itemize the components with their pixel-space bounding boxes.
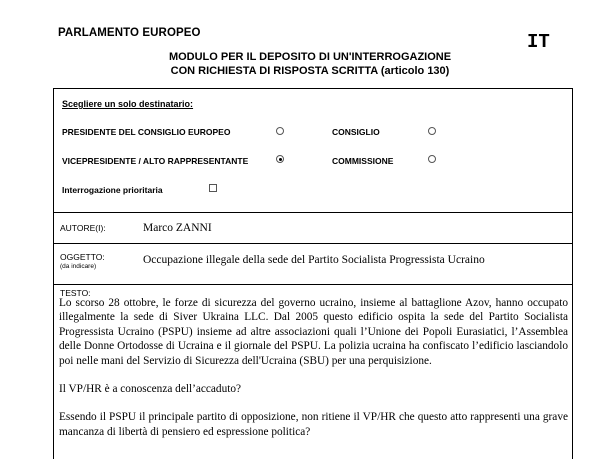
- author-row: [53, 212, 573, 244]
- option-label-council: CONSIGLIO: [332, 127, 380, 137]
- organization-name: PARLAMENTO EUROPEO: [58, 27, 201, 39]
- radio-president-european-council[interactable]: [276, 127, 284, 135]
- radio-council[interactable]: [428, 127, 436, 135]
- recipient-section: [53, 88, 573, 213]
- text-label: TESTO:: [60, 288, 91, 298]
- subject-sublabel: (da indicare): [60, 263, 97, 270]
- question-text[interactable]: [59, 296, 568, 439]
- subject-row: [53, 243, 573, 285]
- option-label-president-european-council: PRESIDENTE DEL CONSIGLIO EUROPEO: [62, 127, 231, 137]
- text-section: [53, 284, 573, 459]
- recipient-label: Scegliere un solo destinatario:: [62, 99, 194, 109]
- priority-checkbox[interactable]: [209, 184, 217, 192]
- radio-vp-hr[interactable]: [276, 155, 284, 163]
- priority-label: Interrogazione prioritaria: [62, 185, 163, 195]
- radio-commission[interactable]: [428, 155, 436, 163]
- text-paragraph-3: Essendo il PSPU il principale partito di opposizione, non ritiene il VP/HR che questo atto rappresenti una grave mancanza di libertà di pensiero ed espressione politica?: [59, 411, 568, 438]
- subject-label: OGGETTO:: [60, 252, 105, 262]
- subject-value[interactable]: Occupazione illegale della sede del Partito Socialista Progressista Ucraino: [143, 254, 485, 266]
- form-title-line-1: MODULO PER IL DEPOSITO DI UN'INTERROGAZIONE: [168, 51, 452, 63]
- form-title-line-2: CON RICHIESTA DI RISPOSTA SCRITTA (articolo 130): [170, 65, 450, 77]
- option-label-vp-hr: VICEPRESIDENTE / ALTO RAPPRESENTANTE: [62, 156, 249, 166]
- language-code: IT: [527, 31, 550, 53]
- author-label: AUTORE(I):: [60, 223, 106, 233]
- text-paragraph-1: Lo scorso 28 ottobre, le forze di sicurezza del governo ucraino, insieme al battaglione Azov, hanno occupato illegalmente la sede di Siver Ukraina LLC. Dal 2005 questo edificio ospita la sede del Partito Socialista Progressista Ucraino (PSPU) insieme ad altre associazioni quali l’Unione dei Popoli Eurasiatici, l’Assemblea delle Donne Ortodosse di Ucraina e il giornale del PSPU. La polizia ucraina ha confiscato l’edificio lasciandolo poi nelle mani del Servizio di Sicurezza dell'Ucraina (SBU) per una perquisizione.: [59, 297, 568, 367]
- option-label-commission: COMMISSIONE: [332, 156, 394, 166]
- author-value[interactable]: Marco ZANNI: [143, 222, 212, 234]
- text-paragraph-2: Il VP/HR è a conoscenza dell’accaduto?: [59, 383, 242, 396]
